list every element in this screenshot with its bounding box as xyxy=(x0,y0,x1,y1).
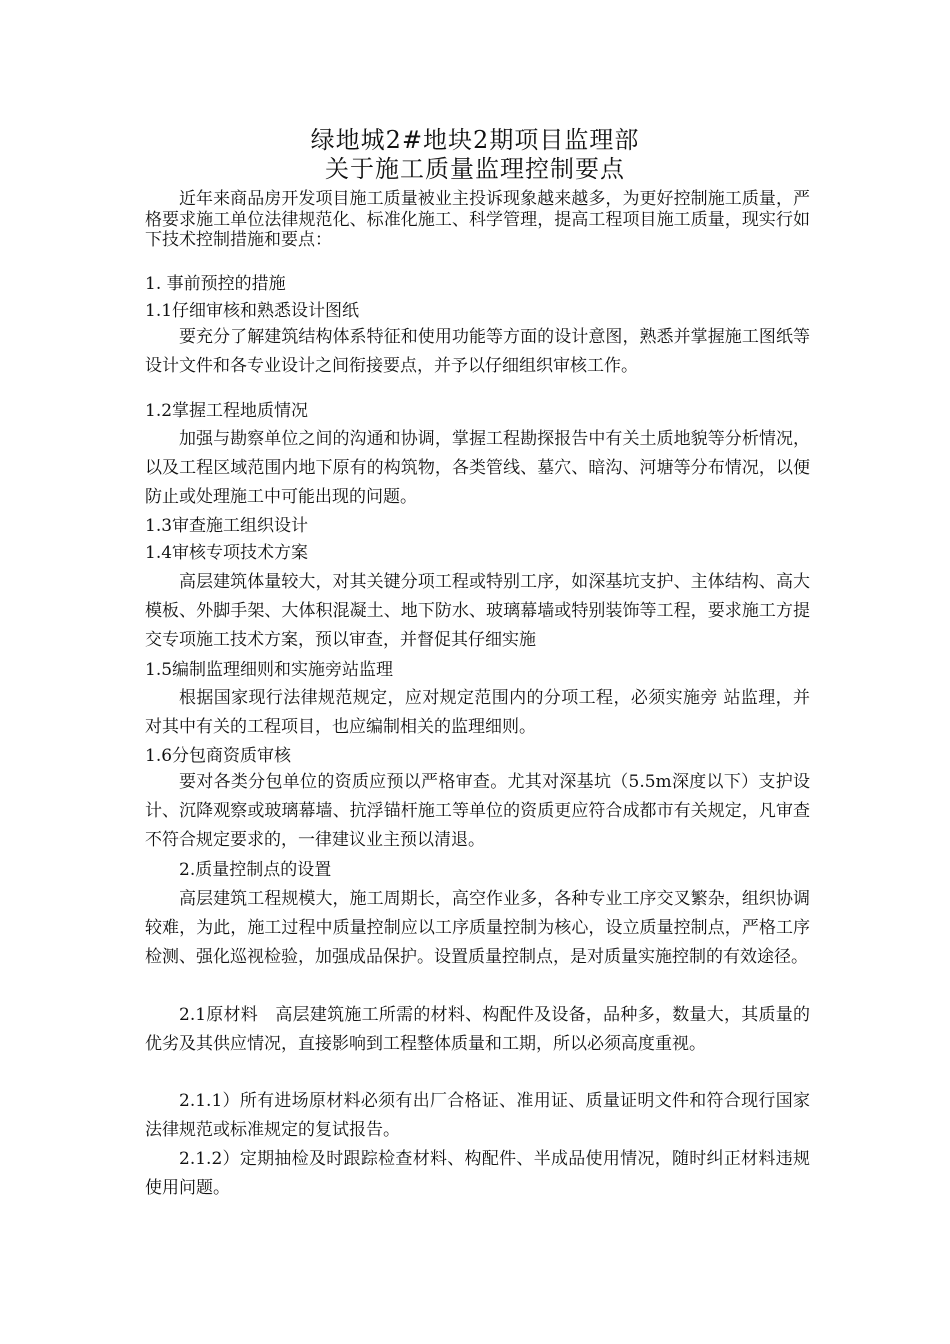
intro-paragraph: 近年来商品房开发项目施工质量被业主投诉现象越来越多，为更好控制施工质量，严格要求施工单位法律规范化、标准化施工、科学管理，提高工程项目施工质量，现实行如下技术控制措施和要点： xyxy=(145,189,810,250)
section-1-4-body: 高层建筑体量较大，对其关键分项工程或特别工序，如深基坑支护、主体结构、高大模板、外脚手架、大体积混凝土、地下防水、玻璃幕墙或特别装饰等工程，要求施工方提交专项施工技术方案，预以审查，并督促其仔细实施 xyxy=(145,572,810,650)
section-1-5-body: 根据国家现行法律规范规定，应对规定范围内的分项工程，必须实施旁 站监理，并对其中有关的工程项目，也应编制相关的监理细则。 xyxy=(145,688,810,737)
section-2-1-1-body: 2.1.1）所有进场原材料必须有出厂合格证、准用证、质量证明文件和符合现行国家法律规范或标准规定的复试报告。 xyxy=(145,1091,810,1140)
section-1-4-heading: 1.4审核专项技术方案 xyxy=(145,543,309,563)
section-1-heading: 1. 事前预控的措施 xyxy=(145,274,286,294)
section-1-1-body: 要充分了解建筑结构体系特征和使用功能等方面的设计意图，熟悉并掌握施工图纸等设计文件和各专业设计之间衔接要点，并予以仔细组织审核工作。 xyxy=(145,327,810,376)
section-1-6-heading: 1.6分包商资质审核 xyxy=(145,746,292,766)
section-1-2-body: 加强与勘察单位之间的沟通和协调，掌握工程勘探报告中有关土质地貌等分析情况，以及工程区域范围内地下原有的构筑物，各类管线、墓穴、暗沟、河塘等分布情况，以便防止或处理施工中可能出现的问题。 xyxy=(145,429,810,507)
document-title-line1: 绿地城2#地块2期项目监理部 xyxy=(310,126,640,154)
section-1-1-heading: 1.1仔细审核和熟悉设计图纸 xyxy=(145,301,360,321)
section-1-2-heading: 1.2掌握工程地质情况 xyxy=(145,401,309,421)
section-1-3-heading: 1.3审查施工组织设计 xyxy=(145,516,309,536)
section-2-heading: 2.质量控制点的设置 xyxy=(179,860,332,880)
section-2-body: 高层建筑工程规模大，施工周期长，高空作业多，各种专业工序交叉繁杂，组织协调较难，为此，施工过程中质量控制应以工序质量控制为核心，设立质量控制点，严格工序检测、强化巡视检验，加强成品保护。设置质量控制点，是对质量实施控制的有效途径。 xyxy=(145,889,810,967)
document-title-line2: 关于施工质量监理控制要点 xyxy=(325,155,625,183)
section-2-1-body: 2.1原材料 高层建筑施工所需的材料、构配件及设备，品种多，数量大，其质量的优劣及其供应情况，直接影响到工程整体质量和工期，所以必须高度重视。 xyxy=(145,1005,810,1054)
section-1-5-heading: 1.5编制监理细则和实施旁站监理 xyxy=(145,660,394,680)
section-2-1-2-body: 2.1.2）定期抽检及时跟踪检查材料、构配件、半成品使用情况，随时纠正材料违规使用问题。 xyxy=(145,1149,810,1198)
section-1-6-body: 要对各类分包单位的资质应预以严格审查。尤其对深基坑（5.5m深度以下）支护设计、沉降观察或玻璃幕墙、抗浮锚杆施工等单位的资质更应符合成都市有关规定，凡审查不符合规定要求的，一律建议业主预以清退。 xyxy=(145,772,810,850)
